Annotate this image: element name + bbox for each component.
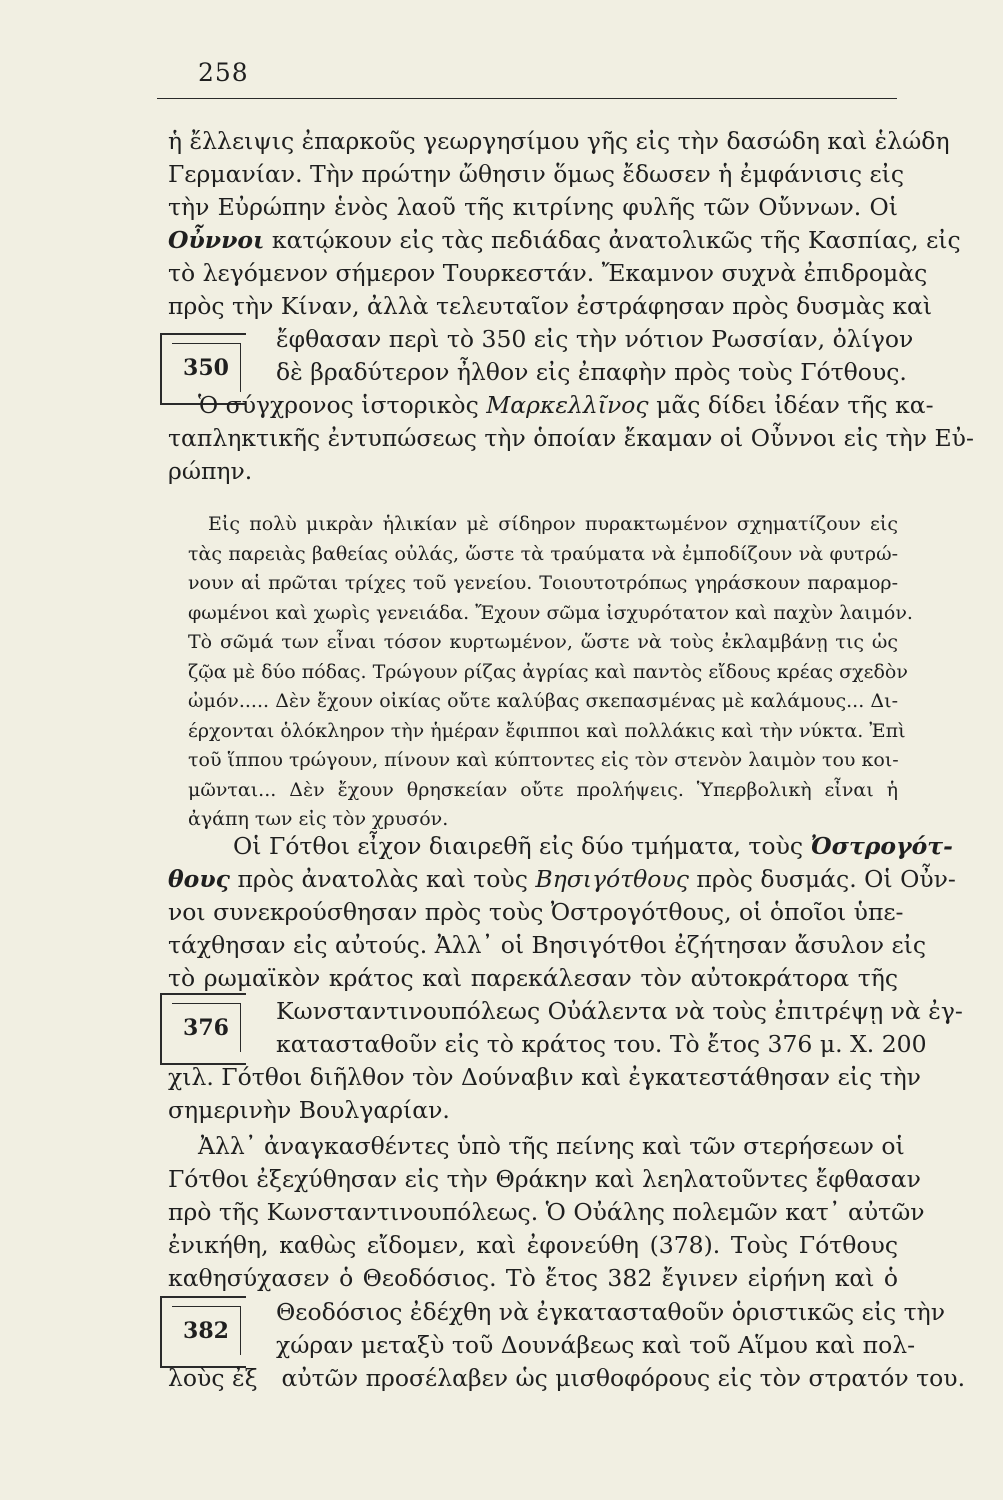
quote-line: τὰς παρειὰς βαθείας οὐλάς, ὥστε τὰ τραύματα νὰ ἐμποδίζουν νὰ φυτρώ- [188, 542, 898, 565]
text-line: Οἱ Γότθοι εἶχον διαιρεθῆ εἰς δύο τμήματα, τοὺς Ὀστρογότ- [233, 832, 953, 860]
quote-line: έρχονται ὁλόκληρον τὴν ἡμέραν ἔφιπποι καὶ πολλάκις καὶ τὴν νύκτα. Ἐπὶ [188, 719, 906, 742]
paragraph-goths-cont [168, 995, 963, 1061]
text-line: πρὸς τὴν Κίναν, ἀλλὰ τελευταῖον ἐστράφησαν πρὸς δυσμὰς καὶ [168, 292, 933, 320]
text-line: τὸ λεγόμενον σήμερον Τουρκεστάν. Ἔκαμνον συχνὰ ἐπιδρομὰς [168, 259, 928, 287]
text-line: καθησύχασεν ὁ Θεοδόσιος. Τὸ ἔτος 382 ἔγινεν εἰρήνη καὶ ὁ [168, 1264, 898, 1292]
text-line: νοι συνεκρούσθησαν πρὸς τοὺς Ὀστρογότθους, οἱ ὁποῖοι ὑπε- [168, 898, 904, 926]
text-line: Ἀλλ᾽ ἀναγκασθέντες ὑπὸ τῆς πείνης καὶ τῶν στερήσεων οἱ [198, 1132, 905, 1160]
text-line: Γερμανίαν. Τὴν πρώτην ὤθησιν ὅμως ἔδωσεν ἡ ἐμφάνισις εἰς [168, 160, 905, 188]
margin-year-label: 350 [172, 343, 241, 392]
text-line: τάχθησαν εἰς αὐτούς. Ἀλλ᾽ οἱ Βησιγότθοι ἐζήτησαν ἄσυλον εἰς [168, 931, 927, 959]
italic-term-visigoths: Βησιγότθους [535, 865, 689, 893]
paragraph-goths [168, 830, 956, 995]
text-line: Ὁ σύγχρονος ἱστορικὸς Μαρκελλῖνος μᾶς δίδει ἰδέαν τῆς κα- [198, 391, 934, 419]
page-number: 258 [198, 58, 249, 87]
header-rule [157, 98, 897, 99]
quote-line: ὠμόν..... Δὲν ἔχουν οἰκίας οὔτε καλύβας σκεπασμένας μὲ καλάμους... Δι- [188, 690, 898, 712]
text-line: λοὺς ἐξ αὐτῶν προσέλαβεν ὡς μισθοφόρους εἰς τὸν στρατόν του. [168, 1364, 966, 1392]
italic-term-ostrogoths: Ὀστρογότ- [810, 832, 953, 860]
quote-line: Τὸ σῶμά των εἶναι τόσον κυρτωμένον, ὥστε νὰ τοὺς ἐκλαμβάνῃ τις ὡς [188, 631, 898, 653]
quote-line: φωμένοι καὶ χωρὶς γενειάδα. Ἔχουν σῶμα ἰσχυρότατον καὶ παχὺν λαιμόν. [188, 601, 913, 624]
text-line: χιλ. Γότθοι διῆλθον τὸν Δούναβιν καὶ ἐγκατεστάθησαν εἰς τὴν [168, 1063, 921, 1091]
paragraph-marcellinus [168, 389, 974, 488]
italic-term-huns: Οὖννοι [168, 226, 265, 254]
text-line: Κωνσταντινουπόλεως Οὐάλεντα νὰ τοὺς ἐπιτρέψῃ νὰ ἐγ- [276, 997, 963, 1025]
text-line: Οὖννοι κατῴκουν εἰς τὰς πεδιάδας ἀνατολικῶς τῆς Κασπίας, εἰς [168, 226, 961, 254]
paragraph-huns-origin [168, 125, 961, 323]
text-line: Γότθοι ἐξεχύθησαν εἰς τὴν Θράκην καὶ λεηλατοῦντες ἔφθασαν [168, 1165, 921, 1193]
quote-line: ἀγάπη των εἰς τὸν χρυσόν. [188, 808, 449, 830]
italic-term-marcellinus: Μαρκελλῖνος [486, 391, 649, 419]
text-line: χώραν μεταξὺ τοῦ Δουνάβεως καὶ τοῦ Αἵμου καὶ πολ- [276, 1331, 916, 1359]
quote-line: Εἰς πολὺ μικρὰν ἡλικίαν μὲ σίδηρον πυρακτωμένον σχηματίζουν εἰς [208, 513, 898, 535]
text-line: δὲ βραδύτερον ἦλθον εἰς ἐπαφὴν πρὸς τοὺς Γότθους. [276, 358, 907, 386]
paragraph-theodosius-end [168, 1362, 966, 1395]
margin-year-label: 382 [172, 1306, 241, 1355]
text-line: ἐνικήθη, καθὼς εἴδομεν, καὶ ἐφονεύθη (378). Τοὺς Γότθους [168, 1231, 898, 1259]
quote-line: τοῦ ἵππου τρώγουν, πίνουν καὶ κύπτοντες εἰς τὸν στενὸν λαιμὸν του κοι- [188, 749, 899, 771]
text-line: τὸ ρωμαϊκὸν κράτος καὶ παρεκάλεσαν τὸν αὐτοκράτορα τῆς [168, 964, 898, 992]
paragraph-huns-origin-cont [168, 323, 914, 389]
paragraph-theodosius [168, 1130, 925, 1295]
quote-block [188, 510, 913, 835]
text-line: πρὸ τῆς Κωνσταντινουπόλεως. Ὁ Οὐάλης πολεμῶν κατ᾽ αὐτῶν [168, 1198, 925, 1226]
quote-line: μῶνται... Δὲν ἔχουν θρησκείαν οὔτε προλήψεις. Ὑπερβολικὴ εἶναι ἡ [188, 778, 898, 801]
text-line: ταπληκτικῆς ἐντυπώσεως τὴν ὁποίαν ἔκαμαν οἱ Οὖννοι εἰς τὴν Εὐ- [168, 424, 974, 452]
text-line: κατασταθοῦν εἰς τὸ κράτος του. Τὸ ἔτος 376 μ. Χ. 200 [276, 1030, 927, 1058]
text-line: θους πρὸς ἀνατολὰς καὶ τοὺς Βησιγότθους πρὸς δυσμάς. Οἱ Οὖν- [168, 865, 956, 893]
quote-line: νουν αἱ πρῶται τρίχες τοῦ γενείου. Τοιουτοτρόπως γηράσκουν παραμορ- [188, 572, 898, 594]
text-line: σημερινὴν Βουλγαρίαν. [168, 1096, 450, 1124]
paragraph-theodosius-cont [168, 1296, 946, 1362]
text-line: τὴν Εὐρώπην ἑνὸς λαοῦ τῆς κιτρίνης φυλῆς τῶν Οὔννων. Οἱ [168, 193, 898, 221]
margin-year-label: 376 [172, 1003, 241, 1052]
text-line: Θεοδόσιος ἐδέχθη νὰ ἐγκατασταθοῦν ὁριστικῶς εἰς τὴν [276, 1298, 946, 1326]
paragraph-goths-end [168, 1061, 921, 1127]
text-line: ρώπην. [168, 457, 253, 485]
quote-line: ζῷα μὲ δύο πόδας. Τρώγουν ρίζας ἀγρίας καὶ παντὸς εἴδους κρέας σχεδὸν [188, 660, 908, 683]
text-line: ἔφθασαν περὶ τὸ 350 εἰς τὴν νότιον Ρωσσίαν, ὀλίγον [276, 325, 914, 353]
text-line: ἡ ἔλλειψις ἐπαρκοῦς γεωργησίμου γῆς εἰς τὴν δασώδη καὶ ἑλώδη [168, 127, 950, 155]
